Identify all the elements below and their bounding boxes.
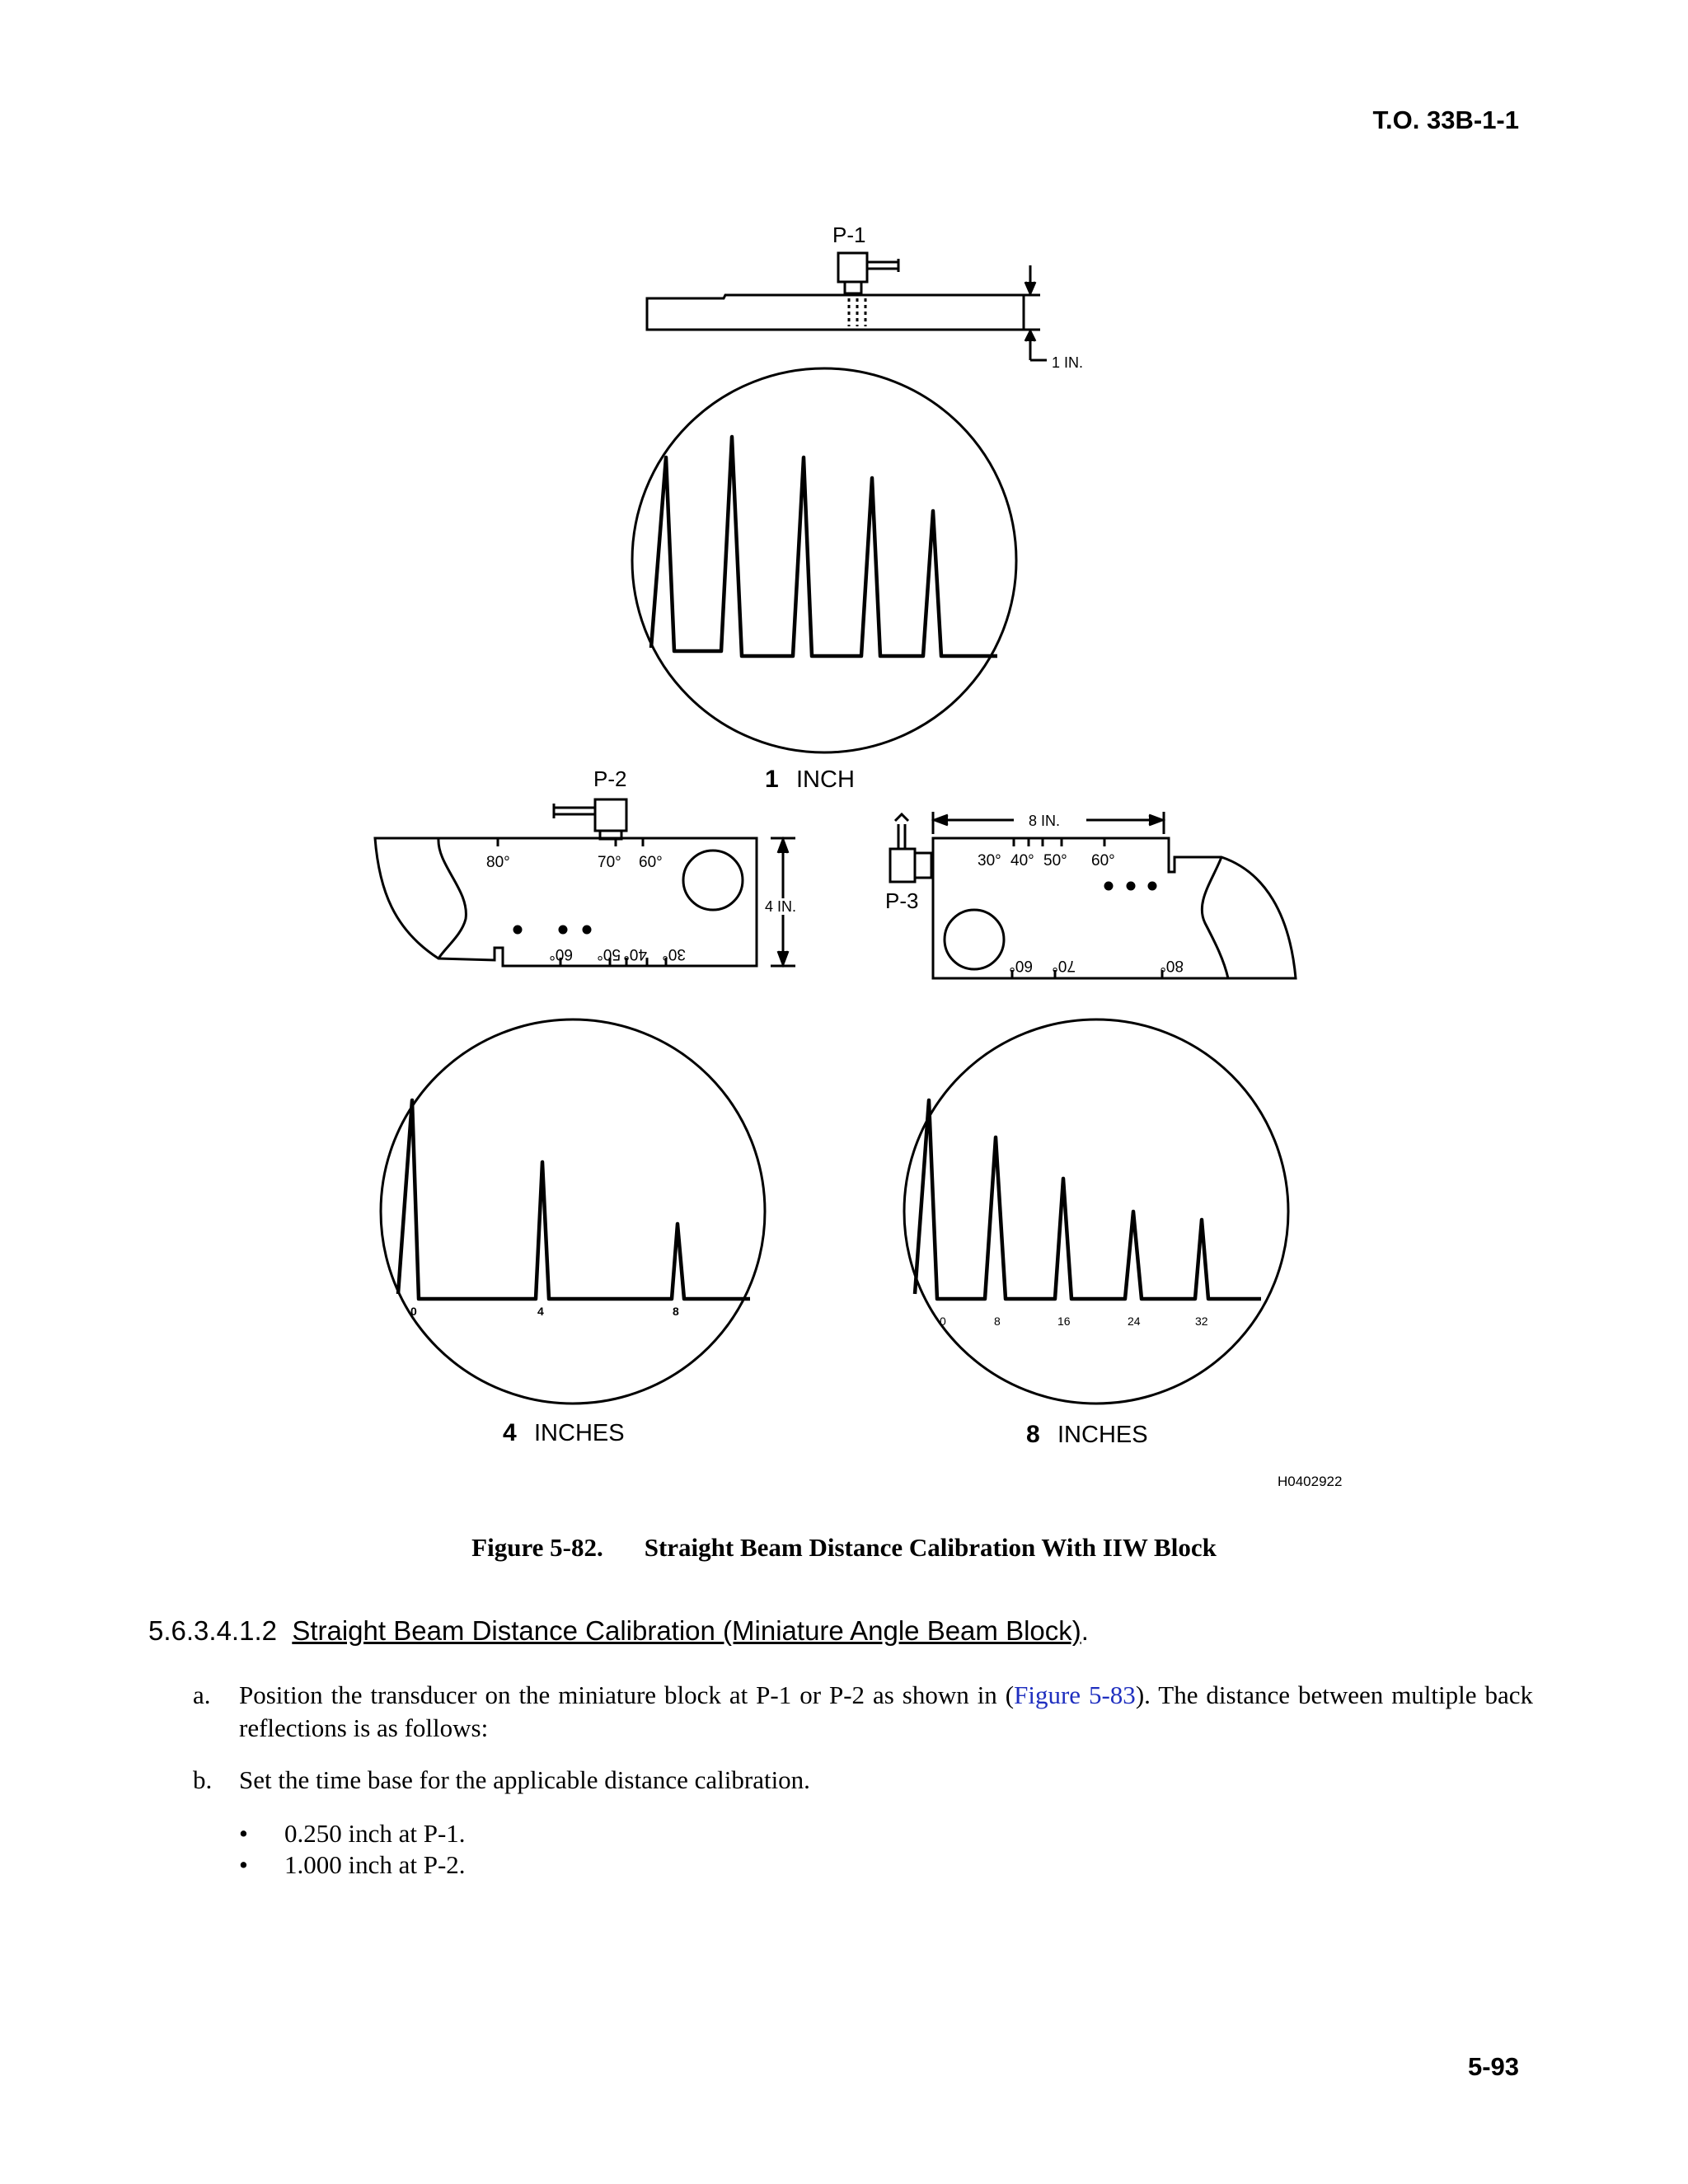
scope-tick: 0: [940, 1315, 946, 1328]
scope-4-trace: [398, 1100, 750, 1299]
scope-tick: 4: [537, 1305, 544, 1318]
step-a-text: [239, 1679, 1533, 1745]
angle-mark: 70°: [1052, 957, 1076, 974]
scope-1-label-number: 1: [765, 766, 779, 793]
panel-2-block-diagram: [375, 799, 795, 966]
step-b-text: Set the time base for the applicable distance calibration.: [239, 1765, 810, 1794]
scope-1-label-unit: INCH: [796, 766, 855, 793]
scope-tick: 8: [994, 1315, 1001, 1328]
angle-mark: 60°: [549, 945, 573, 963]
scope-tick: 0: [410, 1305, 417, 1318]
scope-tick: 16: [1057, 1315, 1071, 1328]
step-a-text-after: ). The distance between multiple back reflections is as follows:: [239, 1680, 1533, 1742]
figure-5-83-link[interactable]: Figure 5-83: [1014, 1680, 1136, 1709]
angle-mark: 50°: [597, 945, 621, 963]
angle-mark: 60°: [639, 854, 663, 871]
section-number: 5.6.3.4.1.2: [148, 1615, 277, 1646]
angle-mark: 80°: [486, 854, 510, 871]
angle-mark: 60°: [1009, 957, 1033, 974]
scope-tick: 8: [673, 1305, 679, 1318]
section-title-period: .: [1081, 1615, 1089, 1646]
scope-4-label-number: 4: [503, 1419, 517, 1446]
scope-tick: 32: [1195, 1315, 1208, 1328]
figure-caption-number: Figure 5-82.: [471, 1533, 603, 1562]
scope-4-inches: [381, 1019, 765, 1404]
figure-caption: [0, 1533, 1688, 1563]
step-a-letter: a.: [193, 1680, 211, 1709]
angle-mark: 30°: [662, 945, 686, 963]
angle-mark: 50°: [1043, 852, 1067, 869]
scope-8-inches: [904, 1019, 1288, 1404]
probe-p3-label: P-3: [885, 888, 919, 913]
panel-3-block-diagram: [890, 812, 1296, 978]
scope-8-ticks: [940, 1315, 1208, 1328]
scope-8-trace: [915, 1100, 1261, 1299]
probe-p2-label: P-2: [593, 766, 627, 791]
dimension-8in: 8 IN.: [1029, 813, 1061, 829]
page-number: 5-93: [1467, 2052, 1519, 2081]
step-b-letter: b.: [193, 1765, 213, 1794]
angle-mark: 40°: [1010, 852, 1034, 869]
scope-4-label-unit: INCHES: [534, 1420, 625, 1446]
section-heading: [148, 1615, 1089, 1647]
panel-2-angle-marks-bottom: [549, 945, 686, 963]
bullet-item: 0.250 inch at P-1.: [284, 1819, 466, 1848]
scope-1-trace: [651, 437, 997, 656]
scope-1-inch: [632, 368, 1016, 752]
panel-1-block-diagram: [647, 253, 1047, 360]
panel-3-angle-marks-bottom: [1009, 957, 1184, 974]
probe-p1-label: P-1: [832, 223, 866, 247]
angle-mark: 30°: [978, 852, 1001, 869]
document-number: T.O. 33B-1-1: [1372, 105, 1519, 134]
scope-8-label-unit: INCHES: [1057, 1422, 1148, 1448]
dimension-1in: 1 IN.: [1052, 354, 1084, 371]
bullet-item: 1.000 inch at P-2.: [284, 1850, 466, 1879]
figure-id: H0402922: [1278, 1474, 1343, 1489]
scope-8-label-number: 8: [1026, 1421, 1040, 1448]
angle-mark: 80°: [1160, 957, 1184, 974]
scope-4-ticks: [410, 1305, 679, 1318]
scope-tick: 24: [1128, 1315, 1141, 1328]
angle-mark: 40°: [623, 945, 647, 963]
angle-mark: 70°: [598, 854, 621, 871]
bullet-icon: •: [239, 1850, 248, 1879]
angle-mark: 60°: [1091, 852, 1115, 869]
bullet-icon: •: [239, 1819, 248, 1848]
step-a-text-before: Position the transducer on the miniature block at P-1 or P-2 as shown in (: [239, 1680, 1015, 1709]
panel-2-angle-marks-top: [486, 854, 663, 871]
figure-caption-title: Straight Beam Distance Calibration With IIW Block: [644, 1533, 1217, 1562]
section-title: Straight Beam Distance Calibration (Miniature Angle Beam Block): [292, 1615, 1081, 1646]
panel-3-angle-marks-top: [978, 852, 1115, 869]
dimension-4in: 4 IN.: [765, 898, 797, 915]
